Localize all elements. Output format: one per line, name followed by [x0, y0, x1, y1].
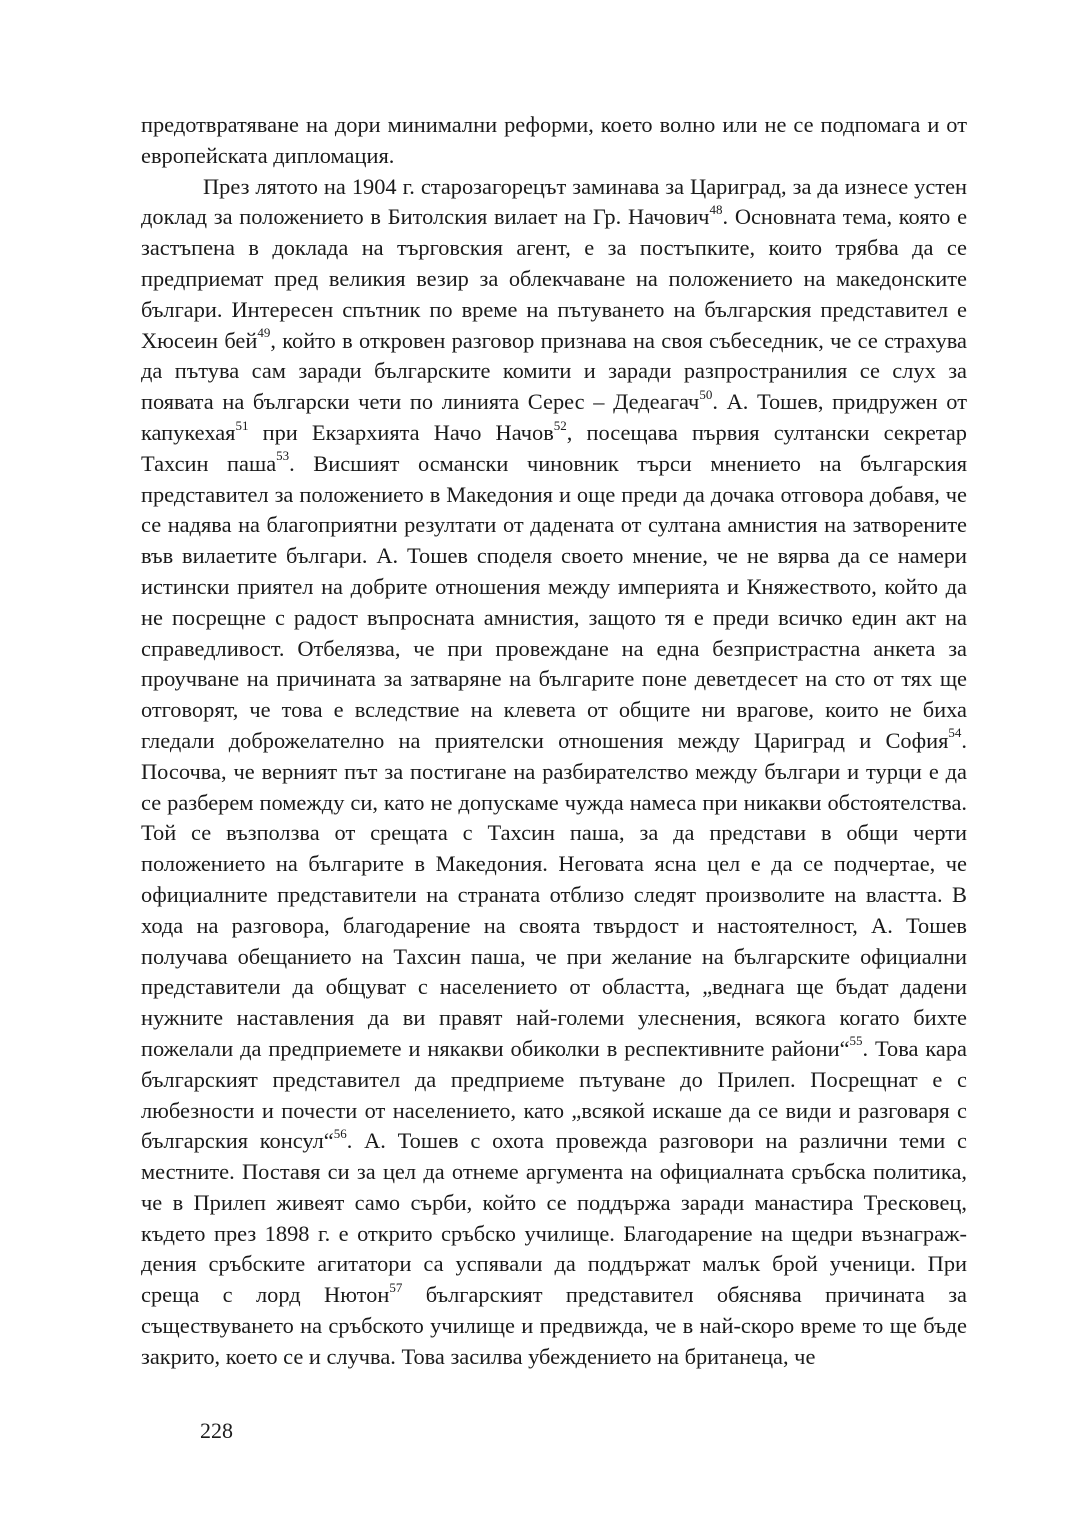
footnote-ref-53: 53 [276, 448, 290, 464]
paragraph-1 [141, 110, 967, 172]
text-run: . Основната тема, която е застъпена в доклада на търговския агент, е за постъпките, които трябва да се предприемат пред великия везир за облекчаване на положението на македонските българи. Интересен спътник по време на пътуването на българския представител е Хюсеин бей [141, 204, 968, 353]
footnote-ref-50: 50 [699, 386, 713, 402]
footnote-ref-52: 52 [553, 417, 567, 433]
text-run: . Това кара българският представител да предприеме пътуване до Прилеп. Посрещнат е с любезности и почести от населението, като „всякой искаше да се види и разговаря с българския консул“ [141, 1035, 967, 1154]
footnote-ref-49: 49 [257, 325, 271, 341]
footnote-ref-55: 55 [849, 1033, 863, 1049]
footnote-ref-51: 51 [235, 417, 249, 433]
text-run: . А. Тошев, придружен от капукехая [141, 389, 967, 445]
footnote-ref-56: 56 [333, 1125, 347, 1141]
text-run: при Екзархията Начо Начов [248, 419, 554, 445]
body-text [141, 110, 967, 1373]
text-run: . А. Тошев с охота провежда разговори на различни теми с местните. Поставя си за цел да отнеме аргумента на официалната сръбска политика, че в Прилеп живеят само сърби, който се поддържа заради манастира Тресковец, където през 1898 г. е открито сръбско училище. Благодарение на щедри възнаграждения сръбските агитатори са успявали да поддържат малък брой ученици. При среща с лорд Нютон [141, 1128, 967, 1308]
text-run: . Висшият османски чиновник търси мнението на българския представител за положението в Македония и още преди да дочака отговора добавя, че се надява на благоприятни резултати от дадената от султана амнистия на затворените във вилаетите българи. А. Тошев споделя своето мнение, че не вярва да се намери истински приятел на добрите отношения между империята и Княжеството, който да не посрещне с радост въпросната амнистия, защото тя е преди всичко един акт на справедливост. Отбелязва, че при провеждане на една безпристрастна анкета за проучване на причината за затваряне на българите поне деветдесет на сто от тях ще отговорят, че това е вследствие на клевета от общите ни врагове, които не биха гледали доброжелателно на приятелски отношения между Цариград и София [141, 450, 967, 753]
text-run: , който в откровен разговор признава на своя събеседник, че се страхува да пътува сам заради българските комити и заради разпространилия се слух за появата на български чети по линията Серес – Дедеагач [141, 327, 967, 415]
page-number: 228 [200, 1418, 233, 1443]
footnote-ref-57: 57 [389, 1279, 403, 1295]
text-run: През лятото на 1904 г. старозагорецът заминава за Цариград, за да изнесе устен доклад за положението в Битолския вилает на Гр. Начович [141, 173, 967, 230]
footnote-ref-54: 54 [948, 725, 962, 741]
paragraph-2 [141, 172, 967, 1373]
text-run: предотвратяване на дори минимални реформи, което волно или не се подпомага и от европейската дипломация. [141, 112, 967, 168]
text-run: . Посочва, че верният път за постигане на разбирателство между българи и турци е да се разберем помежду си, като не допускаме чужда намеса при никакви обстоятелства. Той се възползва от срещата с Тахсин паша, за да представи в общи черти положението на българите в Македония. Неговата ясна цел е да се подчертае, че официалните представители на страната отблизо следят произволите на властта. В хода на разговора, благодарение на своята твърдост и настоятелност, А. Тошев получава обещанието на Тахсин паша, че при желание на българските официални представители да общуват с населението от областта, „веднага ще бъдат дадени нужните наставления да ви правят най-големи улеснения, всякога когато бихте пожелали да предприемете и някакви обиколки в респективните райони“ [141, 727, 967, 1061]
text-run: , посещава първия султански секретар Тахсин паша [141, 419, 967, 476]
text-run: българският представител обяснява причината за съществуването на сръбското училище и предвижда, че в най-скоро време то ще бъде закрито, което се и случва. Това засилва убеждението на британеца, че [141, 1282, 967, 1369]
footnote-ref-48: 48 [709, 201, 723, 217]
